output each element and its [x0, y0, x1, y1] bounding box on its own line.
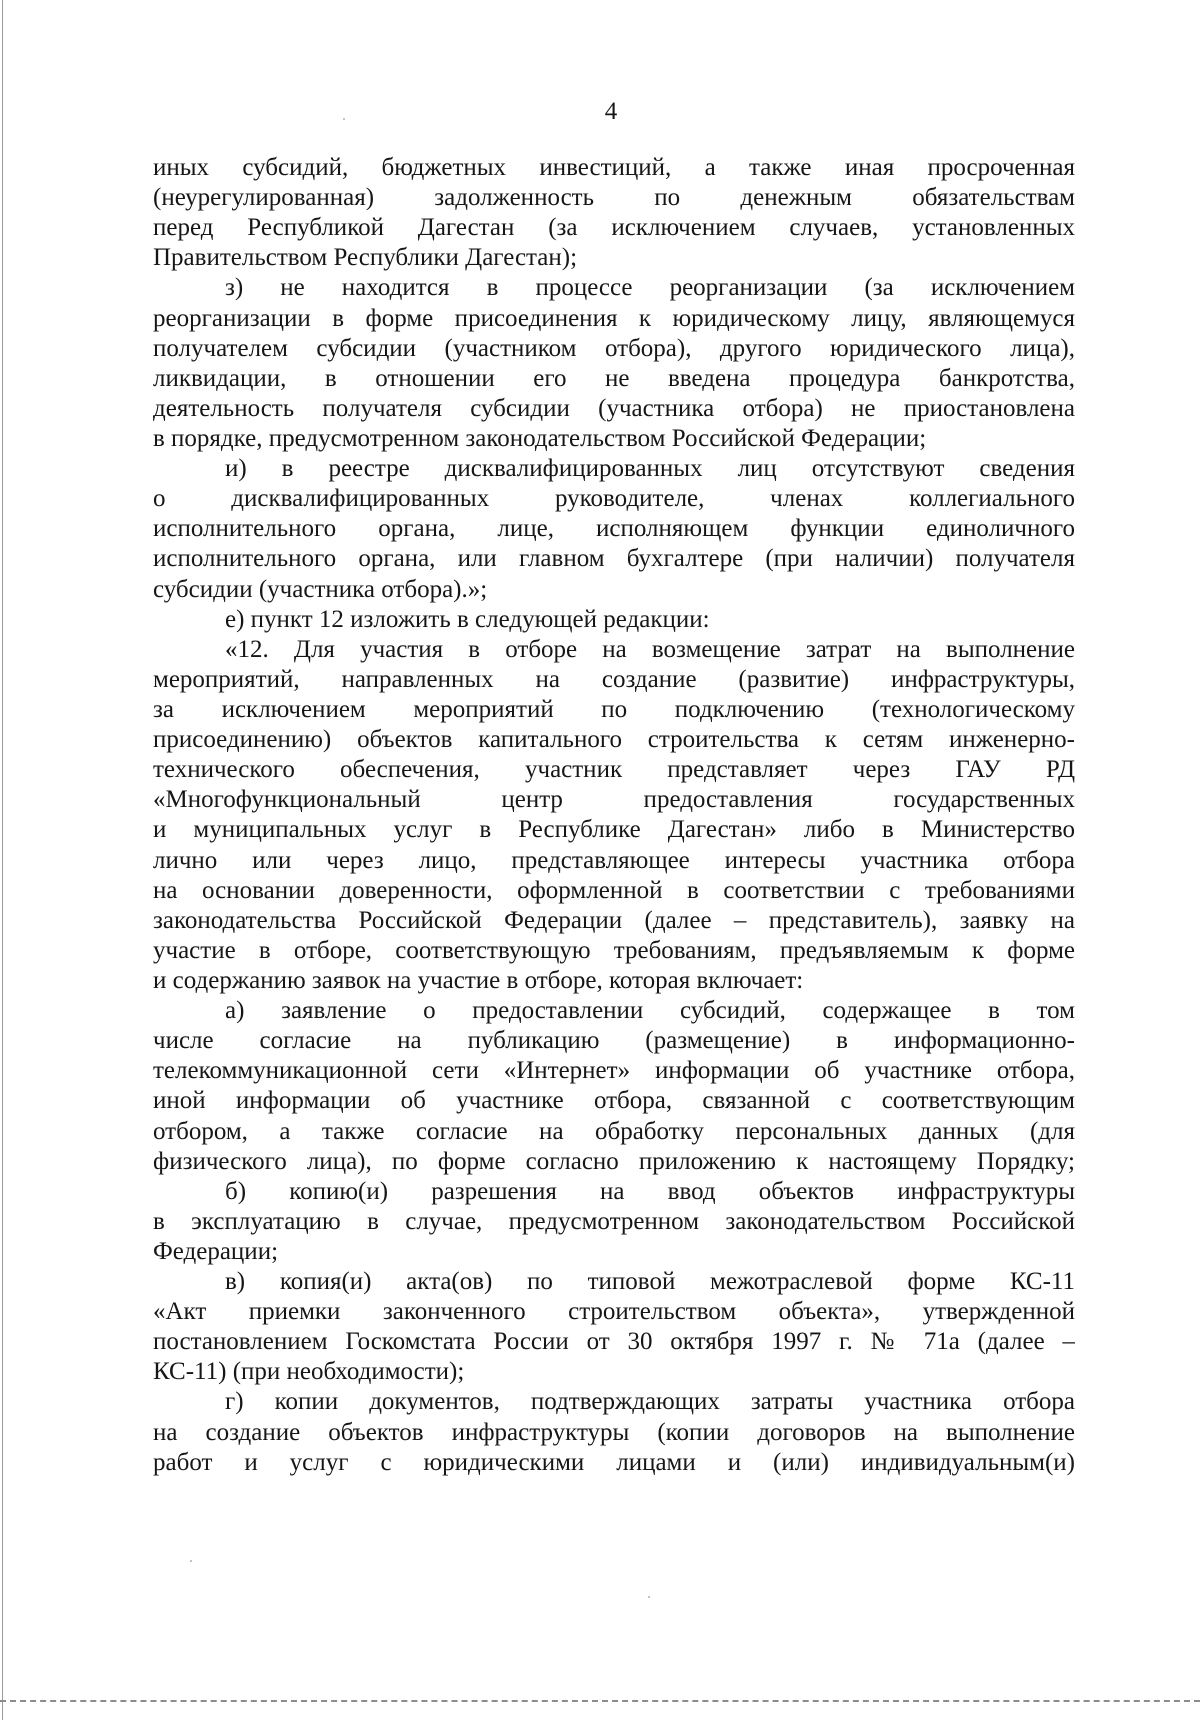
text-line: и муниципальных услуг в Республике Дагестан» либо в Министерство	[153, 816, 1075, 844]
text-line: телекоммуникационной сети «Интернет» информации об участнике отбора,	[153, 1057, 1075, 1085]
text-line: законодательства Российской Федерации (далее – представитель), заявку на	[153, 906, 1075, 934]
text-line: лично или через лицо, представляющее интересы участника отбора	[153, 846, 1075, 874]
text-line: (неурегулированная) задолженность по денежным обязательствам	[153, 184, 1075, 212]
document-body	[153, 153, 1075, 1478]
text-line: субсидии (участника отбора).»;	[153, 575, 488, 603]
text-line: реорганизации в форме присоединения к юридическому лицу, являющемуся	[153, 304, 1075, 332]
text-line: физического лица), по форме согласно приложению к настоящему Порядку;	[153, 1147, 1075, 1175]
text-line: иной информации об участнике отбора, связанной с соответствующим	[153, 1087, 1075, 1115]
text-line: деятельность получателя субсидии (участника отбора) не приостановлена	[153, 394, 1075, 422]
text-line: в) копия(и) акта(ов) по типовой межотраслевой форме КС-11	[225, 1268, 1075, 1296]
scan-border-left	[2, 0, 3, 1720]
text-line: и) в реестре дисквалифицированных лиц отсутствуют сведения	[225, 455, 1075, 483]
text-line: е) пункт 12 изложить в следующей редакции:	[225, 605, 710, 633]
text-line: о дисквалифицированных руководителе, членах коллегиального	[153, 485, 1075, 513]
paragraph	[153, 635, 1075, 996]
paragraph	[153, 1267, 1075, 1387]
text-line: г) копии документов, подтверждающих затраты участника отбора	[225, 1388, 1075, 1416]
text-line: постановлением Госкомстата России от 30 октября 1997 г. № 71а (далее –	[153, 1328, 1075, 1356]
text-line: мероприятий, направленных на создание (развитие) инфраструктуры,	[153, 665, 1075, 693]
text-line: на основании доверенности, оформленной в соответствии с требованиями	[153, 876, 1075, 904]
text-line: а) заявление о предоставлении субсидий, содержащее в том	[225, 997, 1075, 1025]
text-line: исполнительного органа, лице, исполняющем функции единоличного	[153, 515, 1075, 543]
text-line: иных субсидий, бюджетных инвестиций, а также иная просроченная	[153, 154, 1075, 181]
text-line: «12. Для участия в отборе на возмещение затрат на выполнение	[225, 635, 1075, 663]
scan-speck	[343, 118, 345, 120]
text-line: исполнительного органа, или главном бухгалтере (при наличии) получателя	[153, 545, 1075, 573]
text-line: за исключением мероприятий по подключению (технологическому	[153, 695, 1075, 723]
text-line: в порядке, предусмотренном законодательством Российской Федерации;	[153, 424, 927, 452]
scan-speck	[648, 1596, 650, 1598]
text-line: ликвидации, в отношении его не введена процедура банкротства,	[153, 364, 1075, 392]
paragraph	[153, 605, 1075, 635]
text-line: и содержанию заявок на участие в отборе, которая включает:	[153, 966, 804, 994]
text-line: на создание объектов инфраструктуры (копии договоров на выполнение	[153, 1418, 1075, 1446]
paragraph	[153, 273, 1075, 454]
text-line: б) копию(и) разрешения на ввод объектов инфраструктуры	[225, 1177, 1075, 1205]
text-line: Правительством Республики Дагестан);	[153, 244, 578, 272]
text-line: работ и услуг с юридическими лицами и (или) индивидуальным(и)	[153, 1448, 1075, 1476]
text-line: з) не находится в процессе реорганизации (за исключением	[225, 274, 1075, 302]
paragraph	[153, 1177, 1075, 1267]
text-line: в эксплуатацию в случае, предусмотренном законодательством Российской	[153, 1207, 1075, 1235]
text-line: числе согласие на публикацию (размещение) в информационно-	[153, 1027, 1075, 1055]
text-line: технического обеспечения, участник представляет через ГАУ РД	[153, 756, 1075, 784]
paragraph	[153, 454, 1075, 605]
text-line: КС-11) (при необходимости);	[153, 1358, 465, 1386]
page-number: 4	[604, 98, 618, 125]
text-line: Федерации;	[153, 1237, 279, 1265]
paragraph	[153, 153, 1075, 273]
paragraph	[153, 996, 1075, 1177]
text-line: получателем субсидии (участником отбора), другого юридического лица),	[153, 334, 1075, 362]
text-line: перед Республикой Дагестан (за исключением случаев, установленных	[153, 214, 1075, 242]
paragraph	[153, 1387, 1075, 1477]
text-line: «Многофункциональный центр предоставления государственных	[153, 786, 1075, 814]
text-line: участие в отборе, соответствующую требованиям, предъявляемым к форме	[153, 936, 1075, 964]
scan-speck	[190, 1560, 192, 1562]
text-line: «Акт приемки законченного строительством объекта», утвержденной	[153, 1298, 1075, 1326]
text-line: присоединению) объектов капитального строительства к сетям инженерно-	[153, 726, 1075, 754]
text-line: отбором, а также согласие на обработку персональных данных (для	[153, 1117, 1075, 1145]
scan-border-bottom	[0, 1700, 1200, 1702]
